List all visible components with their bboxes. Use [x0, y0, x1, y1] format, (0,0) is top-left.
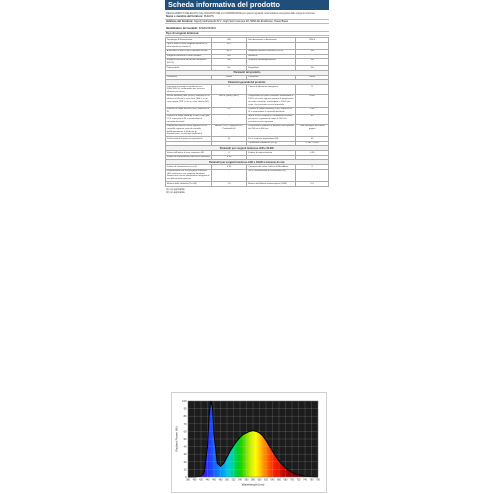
table-row: [166, 169, 329, 182]
value-cell: Valore: [211, 75, 247, 79]
x-axis-label: Wavelength (nm): [241, 482, 265, 487]
x-tick-label: 460: [212, 479, 216, 482]
value-cell: 1,0: [211, 182, 247, 186]
parameter-cell: Fattore di sfasamento (cos φ1): [166, 165, 212, 169]
parameter-cell: Dichiarazione che una sorgente luminosa LED sostituisce una sorgente luminosa fluorescente senza alimentatore integrato di una determinata potenza: [166, 170, 210, 181]
x-tick-label: 500: [225, 479, 229, 482]
x-tick-label: 380: [186, 479, 190, 482]
footnote-1: (1) non applicabile: [166, 188, 185, 191]
value-cell: No: [296, 50, 329, 54]
parameter-cell: Parametro: [166, 75, 212, 79]
parameter-cell: Regolabile:: [247, 66, 296, 70]
x-tick-label: 560: [244, 479, 249, 482]
value-cell: 8,5: [211, 107, 247, 114]
value-cell: NDLS: [296, 38, 329, 42]
table-row: [166, 107, 329, 114]
parameter-cell: Fattore di mantenimento del flusso luminoso: [166, 156, 210, 159]
parameter-cell: Sorgente luminosa connessa (CLS):: [247, 50, 296, 54]
parameter-cell: Fattore di sopravvivenza: [247, 151, 296, 155]
parameter-cell: Classe di efficienza energetica: [247, 85, 296, 95]
value-cell: No: [296, 66, 329, 70]
x-tick-label: 600: [257, 479, 262, 482]
value-cell: 0,90: [211, 155, 247, 159]
table-row: [166, 124, 329, 137]
model-value: 929002463901: [198, 27, 217, 31]
spectral-power-chart: [171, 392, 327, 493]
parameter-cell: Metrica dell'effetto stroboscopico (SVM): [247, 182, 296, 186]
parameter-cell: Non direzionale o direzionale:: [247, 38, 296, 42]
parameter-cell: A tensione di rete o non a tensione di rete:: [166, 50, 212, 54]
value-cell: -: [211, 169, 247, 182]
light-source-type: Tipo di sorgente luminosa:: [165, 32, 329, 37]
y-tick-label: 30: [183, 453, 187, 457]
value-cell: -: [296, 169, 329, 182]
table-row: [166, 59, 329, 66]
x-tick-label: 700: [290, 479, 294, 482]
y-tick-label: 20: [183, 460, 187, 464]
x-tick-label: 440: [205, 479, 210, 482]
value-cell: 0,4: [296, 182, 329, 186]
x-tick-label: 760: [309, 479, 314, 482]
value-cell: 0,380 / 0,380: [296, 141, 329, 145]
y-tick-label: 90: [183, 407, 187, 411]
sheet-title: Scheda informativa del prodotto: [165, 0, 329, 10]
y-tick-label: 40: [183, 445, 187, 449]
value-cell: 0,90: [211, 165, 247, 169]
value-cell: No: [296, 59, 329, 66]
parameter-cell: Coerenza dei colori in ellissi di MacAdam: [247, 165, 296, 169]
parameter-cell: Flusso luminoso utile (Φuse), indicante se si riferisce al flusso in una sfera (360°), in un cono ampio (120°) o in un cono stretto (90°): [166, 95, 212, 108]
value-cell: E27: [211, 42, 247, 49]
parameter-cell: Dimmerabile:: [166, 66, 212, 70]
parameter-cell: Parametro: [247, 75, 296, 79]
x-tick-label: 480: [218, 479, 223, 482]
value-cell: E: [296, 85, 329, 95]
parameter-cell: Sorgente luminosa a colori variabili:: [166, 54, 212, 58]
value-cell: [296, 42, 329, 49]
value-cell: 0,90: [296, 151, 329, 155]
y-axis-label: Radiant Power (%): [174, 426, 179, 452]
y-tick-label: 0: [185, 476, 187, 479]
parameter-cell: Se sì, potenza equivalente (W): [247, 137, 296, 141]
value-cell: Sì: [211, 137, 247, 141]
value-cell: MLS: [211, 50, 247, 54]
value-cell: Valore: [296, 75, 329, 79]
footnote-2: (2) non applicabile: [166, 192, 185, 195]
x-tick-label: 640: [270, 479, 275, 482]
y-tick-label: 10: [183, 468, 187, 472]
value-cell: Vedi immagine nell'ultima pagina: [296, 124, 329, 137]
value-cell: LED: [211, 38, 247, 42]
value-cell: 4.000: [296, 95, 329, 108]
value-cell: 806 in (Sfera) (360°): [211, 95, 247, 108]
x-tick-label: 520: [231, 479, 236, 482]
section-title: Parametri generali del prodotto:: [166, 80, 329, 85]
parameter-cell: Temperatura di colore correlata, arrotondata ai 100 K più vicini, oppure gamma di temperature di colore correlate, arrotondate ai 100 K più vicini, che possono essere impostate: [247, 95, 296, 108]
value-cell: 80: [296, 114, 329, 124]
value-cell: 0: [211, 151, 247, 155]
y-tick-label: 80: [183, 415, 187, 419]
x-tick-label: 620: [264, 479, 268, 482]
table-row: [166, 85, 329, 95]
y-tick-label: 60: [183, 430, 187, 434]
model-label: Identificativo del modello:: [166, 27, 198, 31]
table-row: [166, 95, 329, 108]
value-cell: 9: [211, 85, 247, 95]
x-tick-label: 720: [296, 479, 301, 482]
supplier-label: Nome o marchio del fornitore:: [166, 15, 204, 18]
x-tick-label: 780: [316, 479, 320, 482]
table-row: [166, 182, 329, 186]
parameter-cell: Metrica dello sfarfallio (Pst LM): [166, 182, 212, 186]
value-cell: -: [211, 114, 247, 124]
supplier-value: PHILIPS: [203, 15, 214, 18]
value-cell: 0,00: [296, 107, 329, 114]
x-tick-label: 660: [277, 479, 281, 482]
parameter-cell: Potenza in modo stand-by in rete (Pnet) per CLS, espressa in W e arrotondata al secondo decimale: [166, 115, 210, 123]
parameter-cell: Schermo antiabbagliamento:: [247, 59, 296, 66]
y-tick-label: 50: [183, 438, 187, 441]
parameter-cell: Sorgente luminosa ad elevata luminanza (HLLS):: [166, 59, 212, 66]
value-cell: No: [211, 54, 247, 58]
section-title: Parametri per sorgenti luminose LED e OLED a tensione di rete:: [166, 160, 329, 165]
x-tick-label: 420: [199, 479, 203, 482]
y-tick-label: 70: [183, 422, 187, 426]
parameter-cell: Coordinate cromatiche (x e y): [247, 141, 296, 145]
value-cell: No: [211, 66, 247, 70]
parameter-cell: Tipo di attacco della sorgente luminosa (o altra interfaccia elettrica): [166, 42, 212, 49]
x-tick-label: 580: [251, 479, 255, 482]
table-row: [166, 114, 329, 124]
x-tick-label: 400: [192, 479, 197, 482]
regulation-note: REGOLAMENTO DELEGATO (UE) 2019/2015 DELLA COMMISSIONE per quanto riguarda l'etichettatura energetica delle sorgenti luminose: [166, 12, 315, 15]
parameter-cell: Valore dell'indice di resa cromatica R9: [166, 151, 212, 155]
footnotes: [165, 187, 329, 196]
product-info-sheet: [165, 0, 329, 372]
parameter-cell: Indice di resa cromatica, arrotondato all'intero più vicino, o gamma di valori di CRI che possono essere impostati: [247, 114, 296, 124]
parameters-table: [165, 37, 329, 186]
table-row: [166, 42, 329, 49]
address-label: Indirizzo del fornitore:: [166, 19, 194, 23]
parameter-cell: Involucro:: [247, 54, 296, 58]
value-cell: 60: [296, 137, 329, 141]
value-cell: Altezza 109 | Larghezza 60 | Profondità 60: [211, 124, 247, 137]
parameter-cell: Tecnologia d'illuminazione:: [166, 38, 212, 42]
parameter-cell: Dichiarazione di potenza equivalente: [166, 137, 212, 141]
value-cell: 6: [296, 165, 329, 169]
parameter-cell: Se sì, dichiarazione di sostituzione (W): [247, 169, 296, 182]
x-tick-label: 740: [303, 479, 307, 482]
parameter-cell: Potenza in modo acceso (Pon), espressa in W: [166, 108, 210, 113]
x-tick-label: 680: [283, 479, 288, 482]
parameter-cell: [247, 42, 296, 49]
parameter-cell: Dimensioni esterne senza apparecchio di controllo separato, parti di controllo dell'illuminazione e parti non di illuminazione, se presenti (millimetri): [166, 124, 212, 137]
parameter-cell: Distribuzione spettrale di potenza nella gamma da 250 nm a 800 nm: [247, 124, 296, 137]
section-title: Parametri per sorgenti luminose LED e OLED:: [166, 146, 329, 151]
spectrum-svg: [172, 393, 326, 492]
value-cell: No: [211, 59, 247, 66]
parameter-cell: Consumo di energia in modo acceso (kWh/1000 h), arrotondato per eccesso all'intero più vicino: [166, 85, 212, 95]
x-tick-label: 540: [238, 479, 242, 482]
address-value: Signify Netherlands B.V., High Tech Campus 48, 5656 AE Eindhoven, Paesi Bassi: [193, 19, 288, 23]
parameter-cell: Potenza in modo stand-by (Psb), espressa in W e arrotondata al secondo decimale: [247, 107, 296, 114]
y-tick-label: 100: [182, 400, 187, 403]
section-title: Parametri del prodotto: [166, 70, 329, 75]
